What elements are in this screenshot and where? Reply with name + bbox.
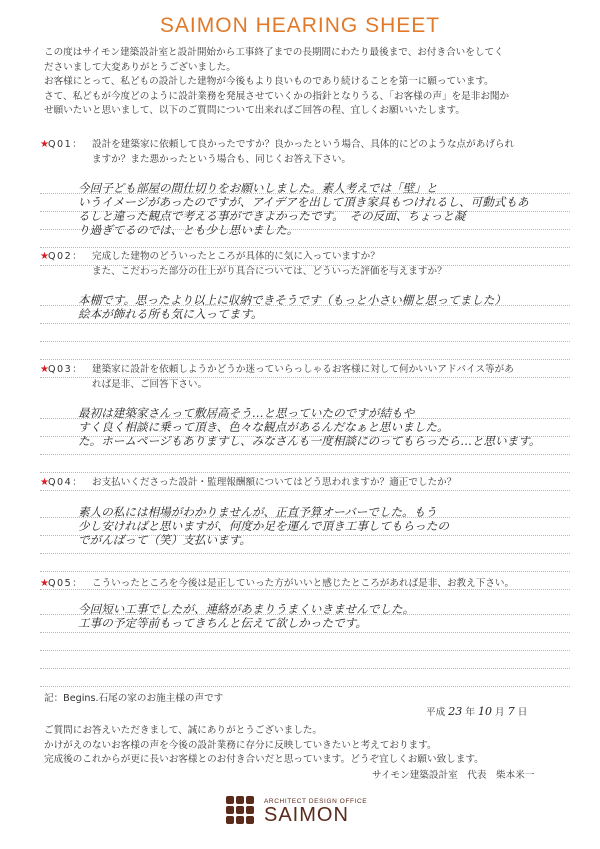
answer-line: すく良く相談に乗って頂き、色々な観点があるんだなぁと思いました。 [78,420,449,434]
question-number: Q04： [48,477,84,488]
question-line: また、こだわった部分の仕上がり具合については、どういった評価を与えますか？ [92,266,447,277]
question-line: こういったところを今後は是正していった方がいいと感じたところがあれば是非、お教え下さい。 [92,578,515,589]
question-2 [40,249,570,279]
question-1-section [40,137,570,237]
question-text [92,576,570,591]
answer-line: り過ぎてるのでは、とも少し思いました。 [78,223,299,237]
note: 記：Begins.石尾の家のお施主様の声です [44,693,224,704]
answer-line: でがんばって（笑）支払います。 [78,533,251,547]
question-line: お支払いくださった設計・監理報酬額についてはどう思われますか？適正でしたか？ [92,477,457,488]
answer-line: た。ホームページもありますし、みなさんも一度相談にのってもらったら…と思います。 [78,434,541,448]
question-number: Q03： [48,364,84,375]
question-text [92,249,570,279]
answer-line: 今回子ども部屋の間仕切りをお願いしました。素人考えでは「壁」と [78,181,438,195]
ruled-line [40,553,570,554]
ruled-line [40,247,570,248]
ruled-line [40,472,570,473]
ruled-line [40,668,570,669]
star-icon: ★ [40,139,49,150]
intro-text [44,46,564,119]
question-number: Q02： [48,251,84,262]
answer-line: 素人の私には相場がわかりませんが、正直予算オーバーでした。もう [78,505,437,519]
closing-line: 完成後のこれからが更に長いお客様とのお付き合いだと思っています。どうぞ宜しくお願い致します。 [44,754,484,765]
star-icon: ★ [40,251,49,262]
date-month: 10 [477,705,492,718]
question-3-section [40,362,570,448]
answer-5 [78,602,548,630]
answer-line: 少し安ければと思いますが、何度か足を運んで頂き工事してもらったの [78,519,450,533]
date-year: 23 [448,705,463,718]
intro-line: さて、私どもが今度どのように設計業務を発展させていくかの指針となりうる、「お客様の声」を是非お聞か [44,90,510,102]
answer-3 [78,406,548,448]
question-line: ますか？また悪かったという場合も、同じくお答え下さい。 [92,154,352,165]
ruled-line [40,323,570,324]
logo-subtitle: ARCHITECT DESIGN OFFICE [264,797,368,805]
question-text [92,362,570,392]
ruled-line [40,359,570,360]
question-4 [40,475,570,490]
date-day: 7 [507,705,515,718]
question-3 [40,362,570,392]
ruled-line [40,650,570,651]
date-era: 平成 [426,707,446,718]
answer-line: るしと違った観点で考える事ができよかったです。 その反面、ちょっと凝 [78,209,466,223]
question-line: 設計を建築家に依頼して良かったですか？良かったという場合、具体的にどのような点があげられ [92,139,515,150]
closing-line: かけがえのないお客様の声を今後の設計業務に存分に反映していきたいと考えております。 [44,739,437,751]
ruled-line [40,454,570,455]
intro-line: お客様にとって、私どもの設計した建物が今後もより良いものであり続けることを第一に願っています。 [44,76,494,87]
question-text [92,475,570,490]
answer-line: 絵本が飾れる所も気に入ってます。 [78,307,263,321]
question-line: 完成した建物のどういったところが具体的に気に入っていますか？ [92,251,380,262]
question-line: 建築家に設計を依頼しようかどうか迷っていらっしゃるお客様に対して何かいいアドバイス等があ [92,364,514,375]
question-text [92,137,570,167]
intro-line: せ願いたいと思いまして、以下のご質問について出来ればご回答の程、宜しくお願いいたします。 [44,105,465,116]
ruled-line [40,490,570,491]
question-number: Q01： [48,139,84,150]
question-2-section [40,249,570,321]
logo-grid-icon [226,796,256,826]
star-icon: ★ [40,364,49,375]
answer-line: いうイメージがあったのですが、アイデアを出して頂き家具もつけれるし、可動式もあ [78,195,529,209]
logo-name: SAIMON [264,803,349,826]
star-icon: ★ [40,477,49,488]
ruled-line [40,341,570,342]
question-number: Q05： [48,578,84,589]
question-line: れば是非、ご回答下さい。 [92,379,208,390]
date-day-unit: 日 [517,707,528,718]
date-year-unit: 年 [465,707,475,718]
star-icon: ★ [40,578,49,589]
answer-line: 最初は建築家さんって敷居高そう…と思っていたのですが結もや [78,406,415,420]
question-5-section [40,576,570,630]
intro-line: ださいまして大変ありがとうございました。 [44,61,236,73]
question-5 [40,576,570,591]
logo-text [264,798,367,825]
ruled-line [40,686,570,687]
answer-2 [78,293,548,321]
question-1 [40,137,570,167]
answer-line: 本棚です。思ったより以上に収納できそうです（もっと小さい棚と思ってました） [78,293,507,307]
answer-1 [78,181,548,237]
closing-text [44,724,564,768]
date-month-unit: 月 [495,707,505,718]
answer-line: 工事の予定等前もってきちんと伝えて欲しかったです。 [78,616,367,630]
saimon-logo [226,790,376,832]
answer-line: 今回短い工事でしたが、連絡があまりうまくいきませんでした。 [78,602,415,616]
intro-line: この度はサイモン建築設計室と設計開始から工事終了までの長期間にわたり最後まで、お付き合いをしてく [44,47,504,58]
signature: サイモン建築設計室 代表 柴本米一 [372,770,535,781]
answer-4 [78,505,548,547]
closing-line: ご質問にお答えいただきまして、誠にありがとうございました。 [44,725,323,736]
ruled-line [40,571,570,572]
page-title: SAIMON HEARING SHEET [159,14,441,37]
question-4-section [40,475,570,547]
date [426,704,527,718]
ruled-line [40,632,570,633]
